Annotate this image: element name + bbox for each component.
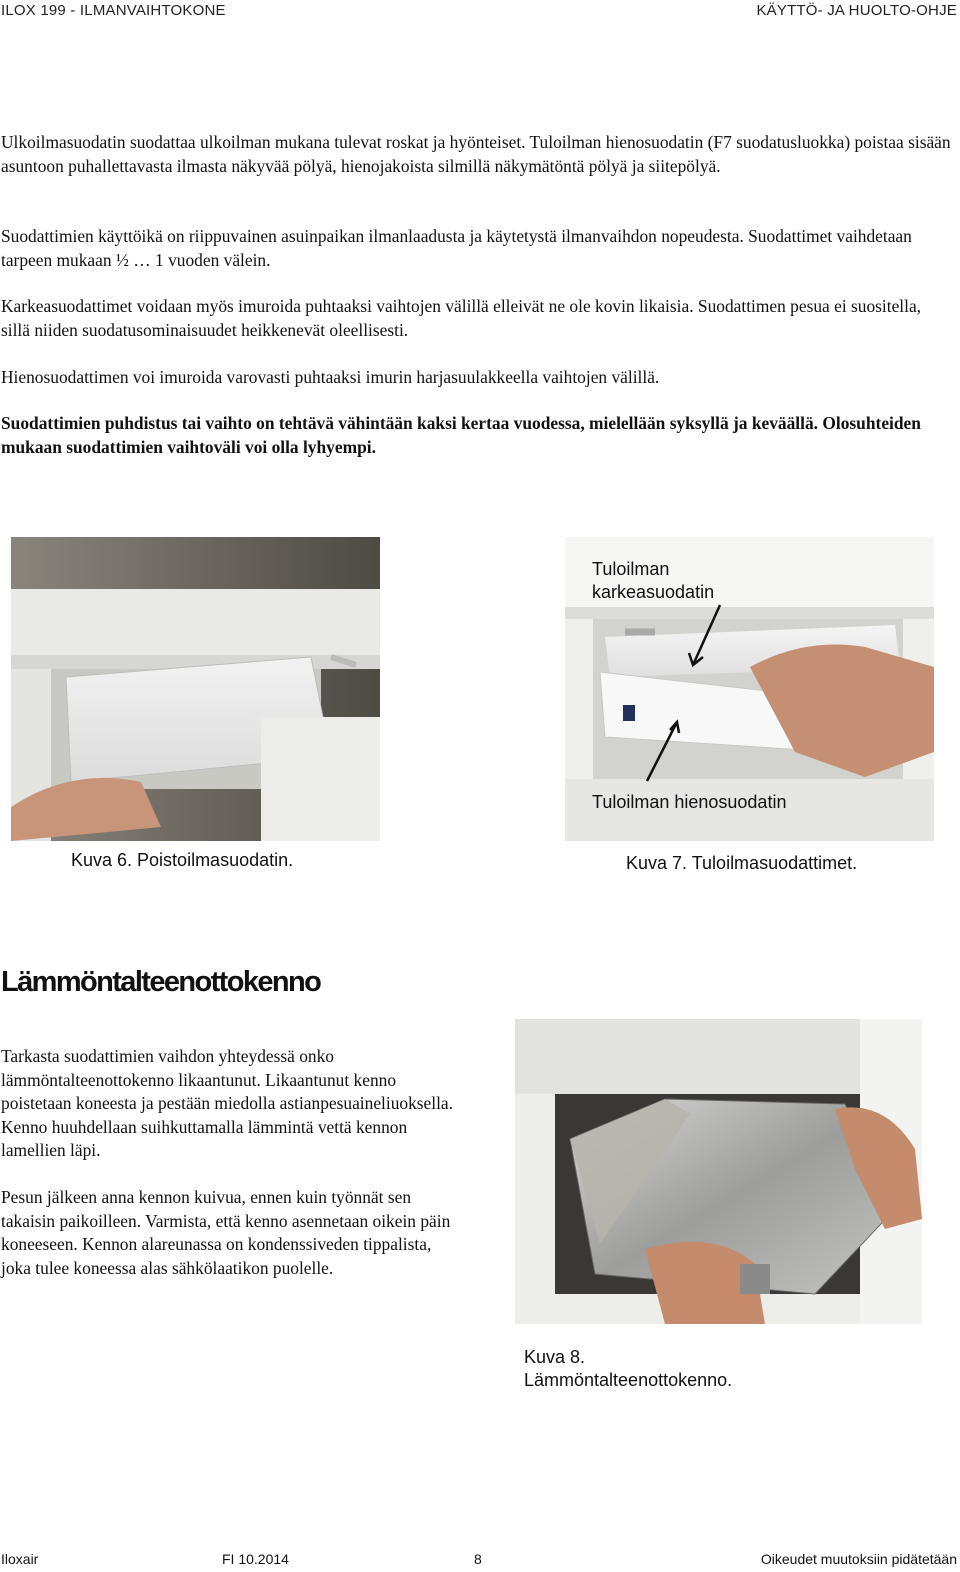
- paragraph-vacuum-coarse: Karkeasuodattimet voidaan myös imuroida puhtaaksi vaihtojen välillä elleivät ne ole kovin likaisia. Suodattimen pesua ei suositella, sillä niiden suodatusominaisuudet heikkenevät oleellisesti.: [1, 296, 922, 340]
- footer-edition: FI 10.2014: [222, 1551, 289, 1567]
- figure-8-caption-line1: Kuva 8.: [524, 1347, 586, 1367]
- coarse-filter-label-line1: Tuloilman: [592, 559, 670, 579]
- footer-rights: Oikeudet muutoksiin pidätetään: [760, 1551, 957, 1567]
- figure-7-photo: [565, 537, 934, 841]
- figure-7-caption: Kuva 7. Tuloilmasuodattimet.: [626, 853, 858, 873]
- paragraph-vacuum-fine: Hienosuodattimen voi imuroida varovasti puhtaaksi imurin harjasuulakkeella vaihtojen välillä.: [1, 367, 660, 387]
- header-left-title: ILOX 199 - ILMANVAIHTOKONE: [1, 2, 226, 19]
- coarse-filter-label-line2: karkeasuodatin: [592, 582, 715, 602]
- heat-exchanger-illustration: [515, 1019, 922, 1324]
- footer-page-number: 8: [474, 1551, 482, 1567]
- paragraph-maintenance-interval: Suodattimien puhdistus tai vaihto on tehtävä vähintään kaksi kertaa vuodessa, mielellään syksyllä ja keväällä. Olosuhteiden mukaan suodattimien vaihtoväli voi olla lyhyempi.: [1, 413, 921, 457]
- figure-8-caption: [524, 1346, 732, 1392]
- footer-brand: Iloxair: [1, 1551, 39, 1567]
- header-right-title: KÄYTTÖ- JA HUOLTO-OHJE: [756, 2, 957, 19]
- figure-7-label-fine-filter: Tuloilman hienosuodatin: [592, 792, 787, 812]
- figure-8-photo: [515, 1019, 922, 1324]
- figure-6-photo: [11, 537, 380, 841]
- figure-8-caption-line2: Lämmöntalteenottokenno.: [524, 1370, 733, 1390]
- paragraph-filters-intro: Ulkoilmasuodatin suodattaa ulkoilman mukana tulevat roskat ja hyönteiset. Tuloilman hienosuodatin (F7 suodatusluokka) poistaa sisään asuntoon puhallettavasta ilmasta näkyvää pölyä, hienojakoista silmillä näkymätöntä pölyä ja siitepölyä.: [1, 132, 951, 176]
- exhaust-filter-illustration: [11, 537, 380, 841]
- paragraph-check-heat-exchanger: Tarkasta suodattimien vaihdon yhteydessä onko lämmöntalteenottokenno likaantunut. Likaantunut kenno poistetaan koneesta ja pestään miedolla astianpesuaineliuoksella. Kenno huuhdellaan suihkuttamalla lämmintä vettä kennon lamellien läpi.: [1, 1046, 454, 1161]
- paragraph-reinstall-heat-exchanger: Pesun jälkeen anna kennon kuivua, ennen kuin työnnät sen takaisin paikoilleen. Varmista, että kenno asennetaan oikein päin koneeseen. Kennon alareunassa on kondenssiveden tippalista, joka tulee koneessa alas sähkölaatikon puolelle.: [1, 1187, 451, 1278]
- paragraph-filter-lifetime: Suodattimien käyttöikä on riippuvainen asuinpaikan ilmanlaadusta ja käytetystä ilmanvaihdon nopeudesta. Suodattimet vaihdetaan tarpeen mukaan ½ … 1 vuoden välein.: [1, 226, 912, 270]
- figure-6-caption: Kuva 6. Poistoilmasuodatin.: [71, 850, 294, 870]
- section-heading-heat-recovery: Lämmöntalteenottokenno: [1, 966, 321, 998]
- figure-7-label-coarse-filter: [592, 558, 714, 604]
